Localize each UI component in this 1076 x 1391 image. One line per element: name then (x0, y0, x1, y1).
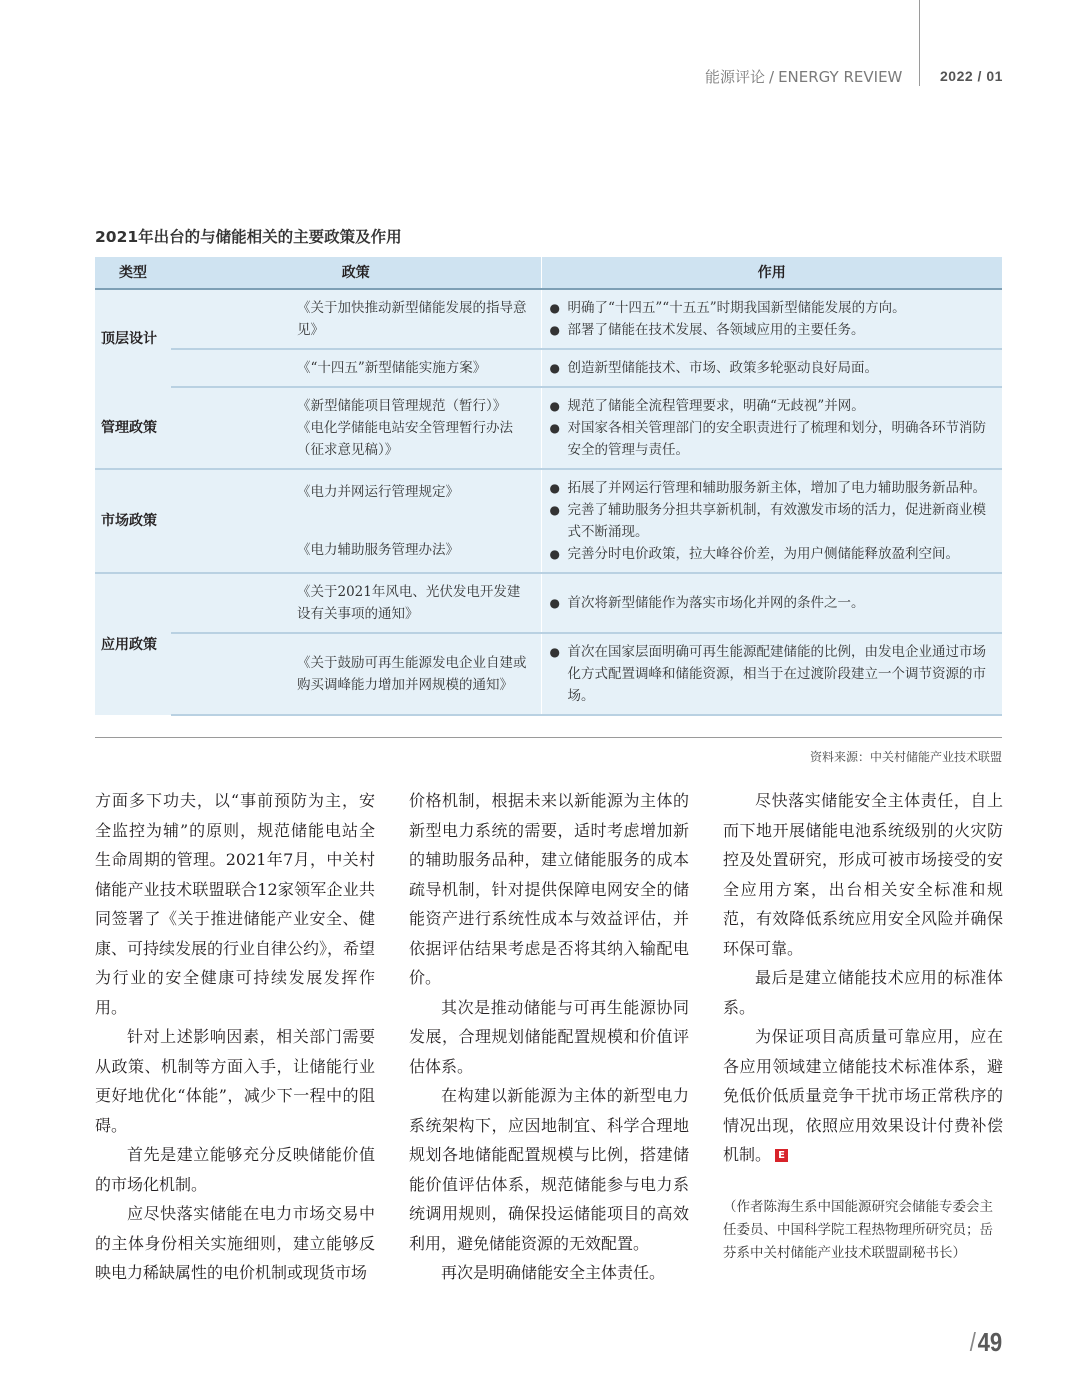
header-divider-line (919, 0, 920, 86)
table-row (95, 573, 1002, 633)
bullet-icon: ● (549, 503, 560, 517)
effect-cell (541, 289, 1002, 349)
policy-name: 《“十四五”新型储能实施方案》 (297, 360, 487, 376)
bullet-icon: ● (549, 481, 560, 495)
effect-item (550, 477, 995, 499)
effect-text: 创造新型储能技术、市场、政策多轮驱动良好局面。 (567, 360, 878, 376)
policy-cell (171, 387, 541, 469)
effect-item (550, 543, 995, 565)
magazine-name (705, 66, 902, 87)
bullet-icon: ● (549, 421, 560, 435)
body-paragraph (723, 1022, 1003, 1170)
paragraph-text: 价格机制，根据未来以新能源为主体的新型电力系统的需要，适时考虑增加新的辅助服务品种，建立储能服务的成本疏导机制，针对提供保障电网安全的储能资产进行系统性成本与效益评估，并依据评估结果考虑是否将其纳入输配电价。 (409, 791, 689, 987)
effect-item (550, 592, 995, 614)
bullet-icon: ● (549, 301, 560, 315)
bullet-icon: ● (549, 323, 560, 337)
effect-item (550, 357, 995, 379)
policy-name: 《电力并网运行管理规定》 (297, 484, 459, 500)
bullet-icon: ● (549, 645, 560, 659)
policy-cell (171, 469, 541, 573)
paragraph-text: 应尽快落实储能在电力市场交易中的主体身份相关实施细则，建立能够反映电力稀缺属性的电价机制或现货市场 (95, 1204, 375, 1282)
policy-name: 《关于加快推动新型储能发展的指导意见》 (297, 300, 527, 338)
body-paragraph (409, 1081, 689, 1258)
body-column-1 (95, 786, 375, 1288)
magazine-name-en: ENERGY REVIEW (778, 68, 903, 86)
effect-text: 对国家各相关管理部门的安全职责进行了梳理和划分，明确各环节消防安全的管理与责任。 (567, 420, 986, 458)
page-number-value: 49 (977, 1327, 1002, 1357)
policy-cell (171, 289, 541, 349)
issue-number: 2022 / 01 (940, 68, 1003, 84)
author-note: （作者陈海生系中国能源研究会储能专委会主任委员、中国科学院工程热物理所研究员；岳芬系中关村储能产业技术联盟副秘书长） (723, 1199, 993, 1261)
column-header-policy: 政策 (171, 257, 541, 289)
table-title: 2021年出台的与储能相关的主要政策及作用 (95, 228, 402, 246)
effect-item (550, 417, 995, 461)
category-cell: 应用政策 (95, 573, 171, 715)
column-header-type: 类型 (95, 257, 171, 289)
category-cell: 市场政策 (95, 469, 171, 573)
bullet-icon: ● (549, 361, 560, 375)
table-header-row (95, 257, 1002, 289)
effect-text: 完善了辅助服务分担共享新机制，有效激发市场的活力，促进新商业模式不断涌现。 (567, 502, 986, 540)
effect-cell (541, 573, 1002, 633)
policy-table (95, 257, 1002, 716)
body-paragraph (723, 963, 1003, 1022)
end-mark-icon: E (775, 1149, 788, 1162)
paragraph-text: 再次是明确储能安全主体责任。 (441, 1263, 666, 1282)
body-paragraph (95, 1199, 375, 1288)
body-paragraph (95, 1140, 375, 1199)
bullet-icon: ● (549, 547, 560, 561)
paragraph-text: 为保证项目高质量可靠应用，应在各应用领域建立储能技术标准体系，避免低价低质量竞争干扰市场正常秩序的情况出现，依照应用效果设计付费补偿机制。 (723, 1027, 1003, 1164)
effect-item (550, 499, 995, 543)
table-row (95, 387, 1002, 469)
policy-name: 《电化学储能电站安全管理暂行办法（征求意见稿）》 (297, 420, 513, 458)
table-row (95, 289, 1002, 349)
effect-cell (541, 633, 1002, 715)
effect-text: 首次将新型储能作为落实市场化并网的条件之一。 (567, 595, 865, 611)
magazine-name-separator: / (769, 68, 775, 86)
body-paragraph (723, 786, 1003, 963)
paragraph-text: 针对上述影响因素，相关部门需要从政策、机制等方面入手，让储能行业更好地优化“体能”，减少下一程中的阻碍。 (95, 1027, 375, 1135)
effect-cell (541, 469, 1002, 573)
bullet-icon: ● (549, 399, 560, 413)
policy-name: 《关于2021年风电、光伏发电开发建设有关事项的通知》 (297, 584, 521, 622)
body-paragraph (409, 786, 689, 993)
policy-table-body (95, 289, 1002, 715)
policy-name: 《关于鼓励可再生能源发电企业自建或购买调峰能力增加并网规模的通知》 (297, 655, 527, 693)
paragraph-text: 最后是建立储能技术应用的标准体系。 (723, 968, 1003, 1017)
effect-text: 拓展了并网运行管理和辅助服务新主体，增加了电力辅助服务新品种。 (567, 480, 986, 496)
body-column-3 (723, 786, 1003, 1170)
effect-item (550, 297, 995, 319)
effect-text: 部署了储能在技术发展、各领域应用的主要任务。 (567, 322, 865, 338)
effect-cell (541, 387, 1002, 469)
table-row (95, 349, 1002, 387)
effect-item (550, 641, 995, 707)
body-paragraph (95, 1022, 375, 1140)
category-cell: 管理政策 (95, 387, 171, 469)
body-paragraph (409, 993, 689, 1082)
effect-item (550, 319, 995, 341)
body-paragraph (409, 1258, 689, 1288)
paragraph-text: 其次是推动储能与可再生能源协同发展，合理规划储能配置规模和价值评估体系。 (409, 997, 689, 1076)
effect-text: 规范了储能全流程管理要求，明确“无歧视”并网。 (567, 398, 865, 414)
category-cell: 顶层设计 (95, 289, 171, 387)
page-number (970, 1327, 1002, 1358)
paragraph-text: 在构建以新能源为主体的新型电力系统架构下，应因地制宜、科学合理地规划各地储能配置规模与比例，搭建储能价值评估体系，规范储能参与电力系统调用规则，确保投运储能项目的高效利用，避免储能资源的无效配置。 (409, 1086, 689, 1253)
bullet-icon: ● (549, 596, 560, 610)
policy-cell (171, 633, 541, 715)
body-column-2 (409, 786, 689, 1288)
page-number-slash: / (969, 1327, 976, 1357)
paragraph-text: 尽快落实储能安全主体责任，自上而下地开展储能电池系统级别的火灾防控及处置研究，形成可被市场接受的安全应用方案，出台相关安全标准和规范，有效降低系统应用安全风险并确保环保可靠。 (723, 791, 1003, 958)
effect-text: 完善分时电价政策，拉大峰谷价差，为用户侧储能释放盈利空间。 (567, 546, 959, 562)
effect-item (550, 395, 995, 417)
paragraph-text: 方面多下功夫，以“事前预防为主，安全监控为辅”的原则，规范储能电站全生命周期的管理。2021年7月，中关村储能产业技术联盟联合12家领军企业共同签署了《关于推进储能产业安全、健康、可持续发展的行业自律公约》，希望为行业的安全健康可持续发展发挥作用。 (95, 791, 376, 1017)
policy-name: 《电力辅助服务管理办法》 (297, 542, 459, 558)
policy-cell (171, 573, 541, 633)
paragraph-text: 首先是建立能够充分反映储能价值的市场化机制。 (95, 1145, 375, 1194)
column-header-effect: 作用 (541, 257, 1002, 289)
effect-text: 首次在国家层面明确可再生能源配建储能的比例，由发电企业通过市场化方式配置调峰和储能资源，相当于在过渡阶段建立一个调节资源的市场。 (567, 644, 986, 704)
body-paragraph (95, 786, 375, 1022)
table-row (95, 633, 1002, 715)
table-row (95, 469, 1002, 573)
policy-name: 《新型储能项目管理规范（暂行）》 (297, 398, 507, 414)
policy-cell (171, 349, 541, 387)
effect-cell (541, 349, 1002, 387)
magazine-name-cn: 能源评论 (705, 68, 766, 86)
table-source: 资料来源：中关村储能产业技术联盟 (809, 750, 1002, 764)
table-bottom-rule (95, 737, 1002, 738)
effect-text: 明确了“十四五”“十五五”时期我国新型储能发展的方向。 (567, 300, 906, 316)
